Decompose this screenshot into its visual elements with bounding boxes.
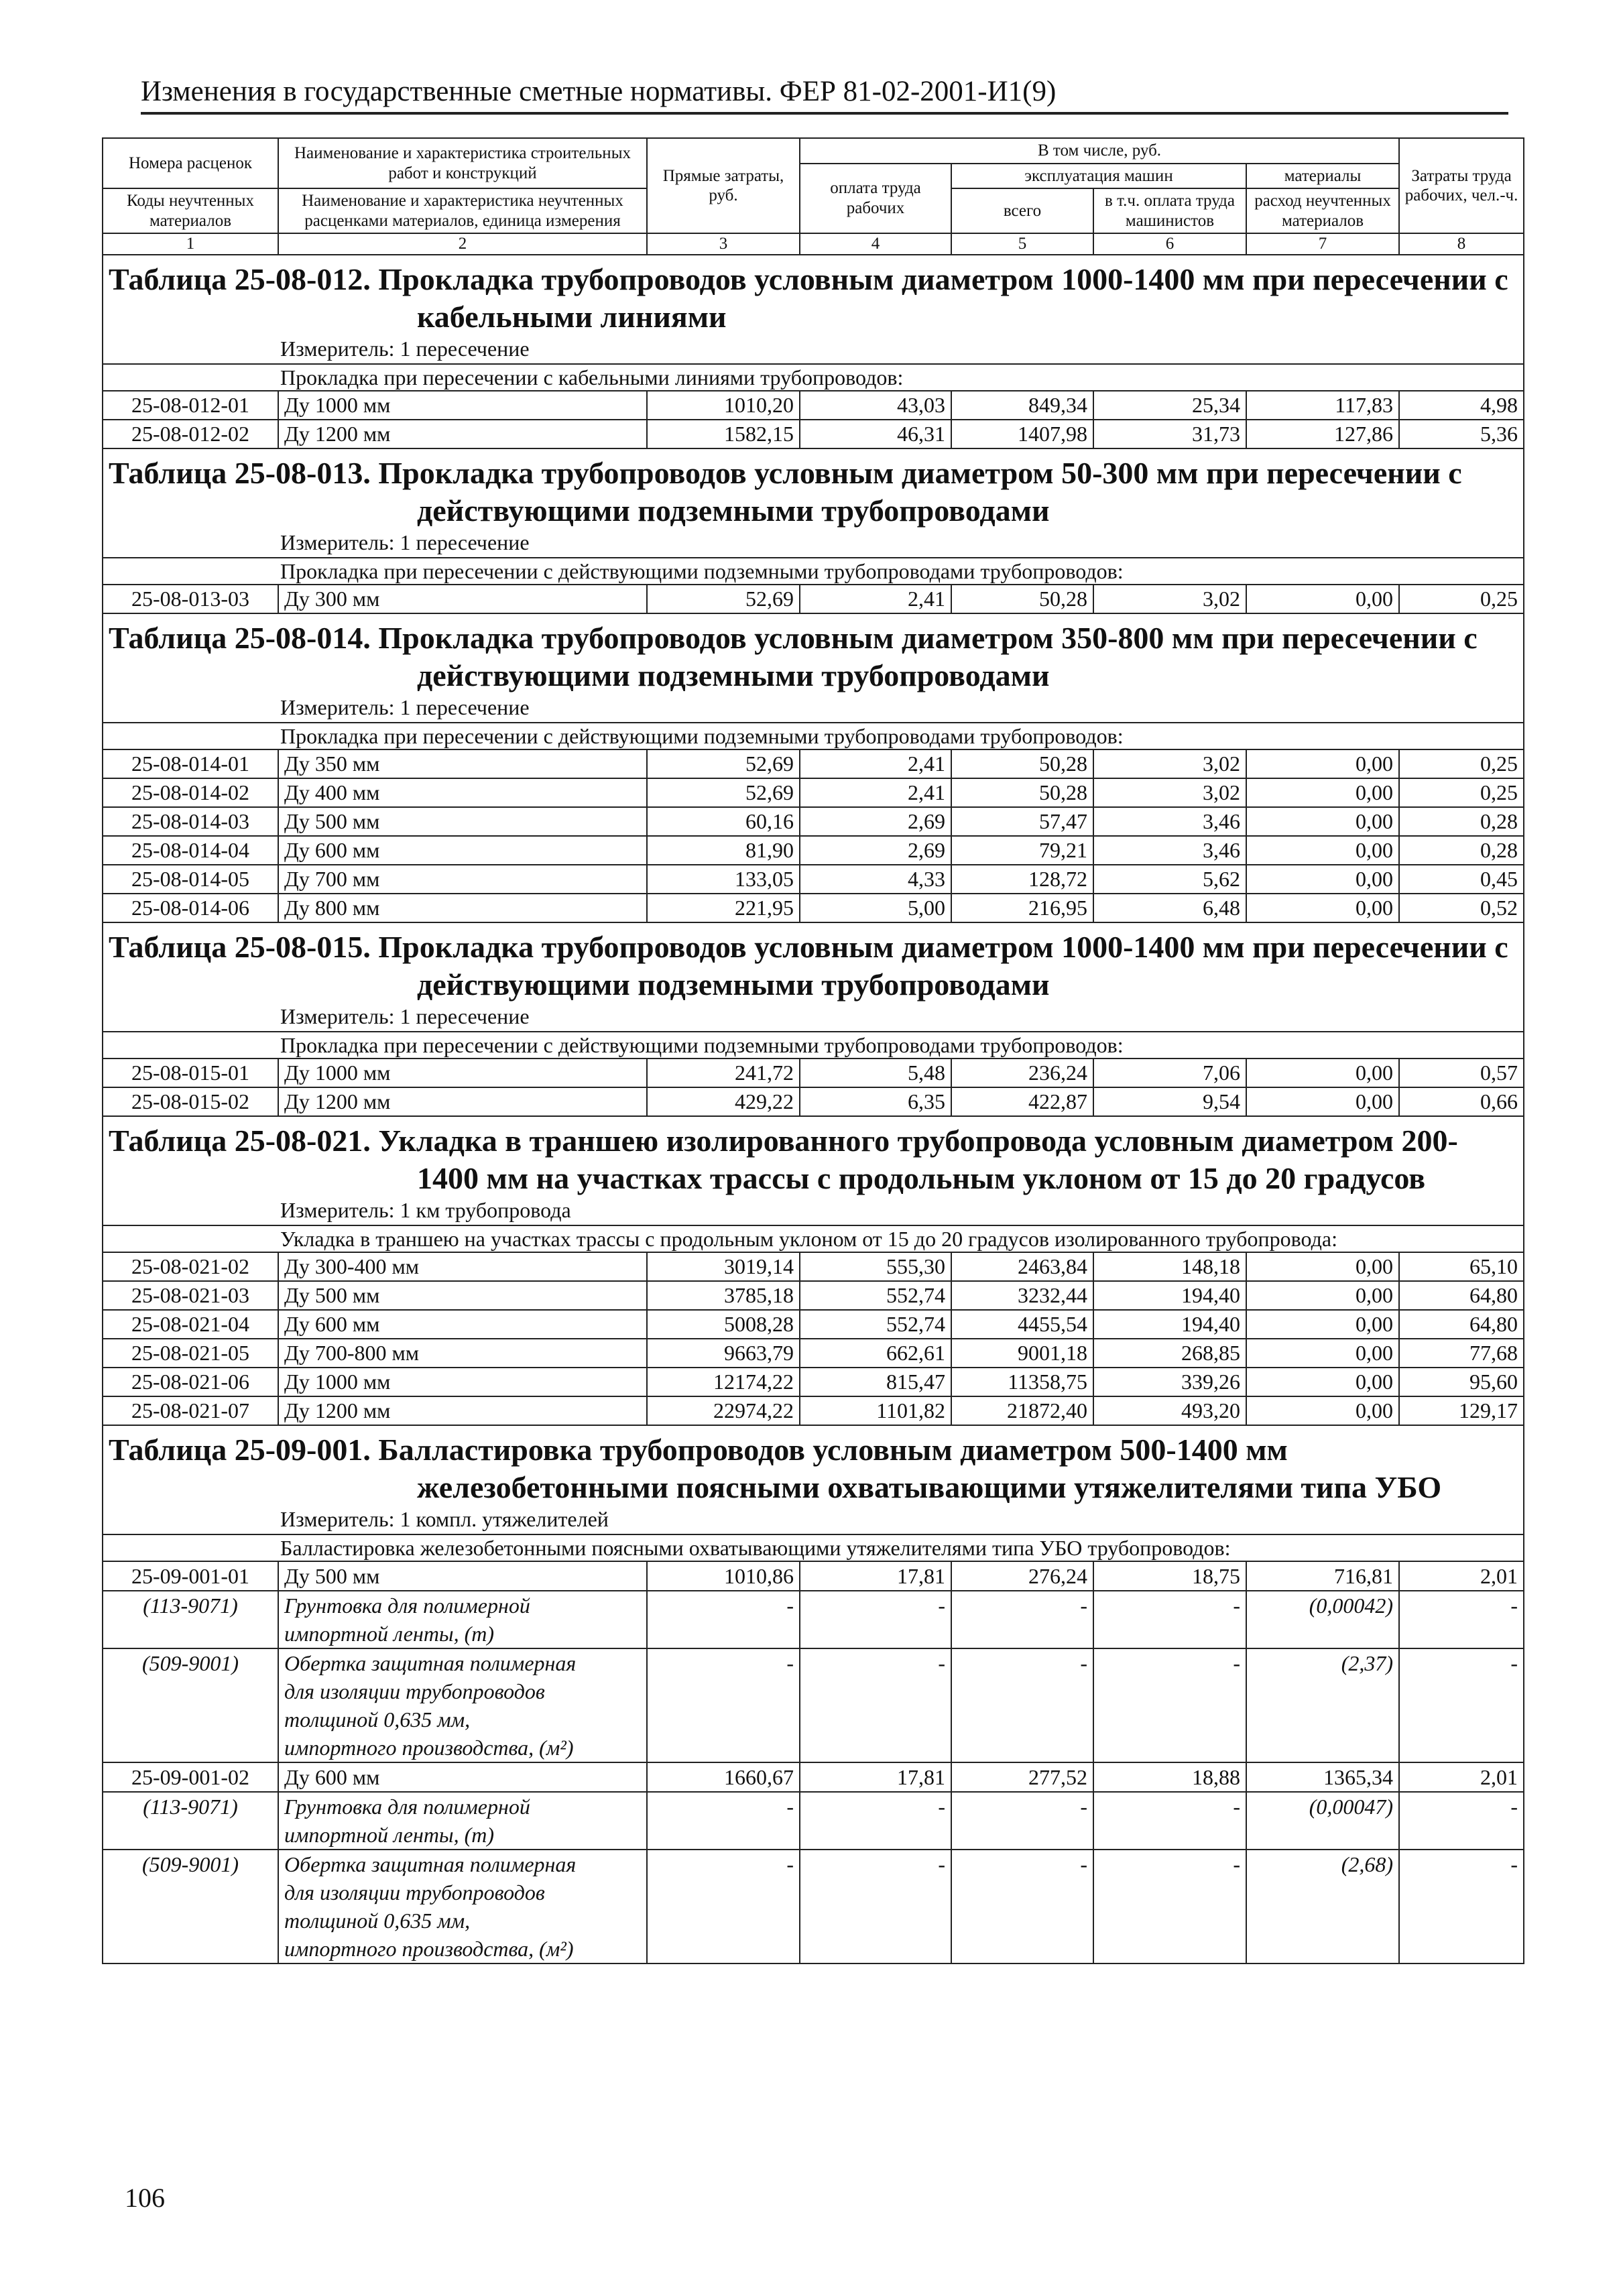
labor-pay: 17,81 [800,1561,951,1591]
machines-total: 216,95 [951,894,1093,922]
rate-code: 25-08-021-05 [103,1339,278,1368]
machines-total: 50,28 [951,749,1093,778]
material-code: (113-9071) [103,1591,278,1648]
material-name-line: Обертка защитная полимерная [284,1651,577,1675]
labor-hours: 2,01 [1399,1561,1524,1591]
machinists-pay: 9,54 [1093,1087,1246,1116]
work-description: Прокладка при пересечении с действующими подземными трубопроводами трубопроводов: [103,558,1524,585]
direct-costs: 52,69 [647,749,800,778]
work-name: Ду 1200 мм [278,1396,647,1425]
machinists-pay: 3,02 [1093,585,1246,613]
work-name: Ду 1000 мм [278,1059,647,1087]
materials-cost: 0,00 [1246,1368,1399,1396]
table-row [103,1396,1524,1425]
material-name-line: толщиной 0,635 мм, [284,1909,471,1933]
work-name: Ду 1200 мм [278,420,647,448]
material-name [278,1648,647,1762]
work-description: Балластировка железобетонными поясными охватывающими утяжелителями типа УБО трубопроводов: [103,1534,1524,1561]
labor-hours: - [1399,1792,1524,1850]
table-title-cell [103,922,1524,1004]
labor-hours: 77,68 [1399,1339,1524,1368]
table-row [103,836,1524,865]
table-title: Таблица 25-09-001. Балластировка трубопроводов условным диаметром 500-1400 мм железобетонными поясными охватывающими утяжелителями типа УБО [109,1433,1442,1505]
machinists-pay: - [1093,1792,1246,1850]
machines-total: - [951,1850,1093,1963]
work-name: Ду 500 мм [278,807,647,836]
material-name-line: импортной ленты, (т) [284,1622,495,1646]
measure-unit: Измеритель: 1 пересечение [103,336,1524,363]
labor-hours: 0,52 [1399,894,1524,922]
machines-total: 57,47 [951,807,1093,836]
machines-total: 277,52 [951,1762,1093,1792]
rate-code: 25-08-014-02 [103,778,278,807]
machinists-pay: 3,46 [1093,807,1246,836]
labor-hours: 0,28 [1399,807,1524,836]
rate-code: 25-08-021-02 [103,1252,278,1281]
table-row [103,1087,1524,1116]
table-row [103,1059,1524,1087]
col-num: 8 [1399,233,1524,255]
materials-cost: 0,00 [1246,778,1399,807]
material-row [103,1850,1524,1963]
labor-pay: 2,41 [800,778,951,807]
machinists-pay: 3,02 [1093,778,1246,807]
labor-pay: 5,48 [800,1059,951,1087]
work-description: Прокладка при пересечении с кабельными линиями трубопроводов: [103,364,1524,391]
labor-pay: 1101,82 [800,1396,951,1425]
machinists-pay: 493,20 [1093,1396,1246,1425]
machinists-pay: 5,62 [1093,865,1246,894]
rate-code: 25-08-014-06 [103,894,278,922]
machines-total: 1407,98 [951,420,1093,448]
materials-cost: 117,83 [1246,391,1399,420]
labor-hours: - [1399,1591,1524,1648]
direct-costs: 1582,15 [647,420,800,448]
table-row [103,807,1524,836]
labor-pay: - [800,1792,951,1850]
col-8: Затраты труда рабочих, чел.-ч. [1399,138,1524,233]
labor-hours: 0,66 [1399,1087,1524,1116]
table-row [103,1561,1524,1591]
table-row [103,1762,1524,1792]
materials-cost: 127,86 [1246,420,1399,448]
labor-pay: 815,47 [800,1368,951,1396]
col-num: 2 [278,233,647,255]
rate-code: 25-08-014-04 [103,836,278,865]
machines-total: 276,24 [951,1561,1093,1591]
materials-cost: 0,00 [1246,894,1399,922]
labor-hours: - [1399,1850,1524,1963]
materials-cost: 0,00 [1246,1310,1399,1339]
work-description: Укладка в траншею на участках трассы с продольным уклоном от 15 до 20 градусов изолированного трубопровода: [103,1225,1524,1252]
labor-hours: 0,28 [1399,836,1524,865]
labor-pay: 555,30 [800,1252,951,1281]
work-name: Ду 500 мм [278,1561,647,1591]
labor-hours: 5,36 [1399,420,1524,448]
col-materials: материалы [1246,164,1399,189]
col-num: 7 [1246,233,1399,255]
material-name-line: Грунтовка для полимерной [284,1593,530,1618]
machines-total: 50,28 [951,778,1093,807]
rate-code: 25-08-012-02 [103,420,278,448]
work-name: Ду 1200 мм [278,1087,647,1116]
rate-code: 25-08-014-01 [103,749,278,778]
material-name-line: импортного производства, (м²) [284,1937,574,1961]
machinists-pay: 194,40 [1093,1310,1246,1339]
work-name: Ду 1000 мм [278,1368,647,1396]
work-name: Ду 500 мм [278,1281,647,1310]
materials-cost: (0,00042) [1246,1591,1399,1648]
page-number: 106 [125,2183,165,2213]
labor-hours: 0,57 [1399,1059,1524,1087]
direct-costs: - [647,1850,800,1963]
direct-costs: 1660,67 [647,1762,800,1792]
machines-total: 422,87 [951,1087,1093,1116]
labor-hours: 4,98 [1399,391,1524,420]
labor-pay: 552,74 [800,1281,951,1310]
labor-pay: 552,74 [800,1310,951,1339]
col-6: в т.ч. оплата труда машинистов [1093,188,1246,233]
labor-pay: 4,33 [800,865,951,894]
col-3: Прямые затраты, руб. [647,138,800,233]
machinists-pay: - [1093,1850,1246,1963]
rate-code: 25-08-013-03 [103,585,278,613]
table-row [103,585,1524,613]
machinists-pay: 194,40 [1093,1281,1246,1310]
table-row [103,1310,1524,1339]
material-code: (113-9071) [103,1792,278,1850]
work-name: Ду 800 мм [278,894,647,922]
material-row [103,1792,1524,1850]
measure-unit: Измеритель: 1 пересечение [103,1004,1524,1031]
machines-total: - [951,1648,1093,1762]
labor-pay: 662,61 [800,1339,951,1368]
work-name: Ду 700-800 мм [278,1339,647,1368]
labor-hours: 0,25 [1399,778,1524,807]
machines-total: 236,24 [951,1059,1093,1087]
materials-cost: 0,00 [1246,1252,1399,1281]
machinists-pay: 268,85 [1093,1339,1246,1368]
machinists-pay: 31,73 [1093,420,1246,448]
materials-cost: 0,00 [1246,865,1399,894]
table-title-cell [103,613,1524,694]
materials-cost: 0,00 [1246,585,1399,613]
materials-cost: 0,00 [1246,749,1399,778]
measure-unit: Измеритель: 1 пересечение [103,694,1524,722]
col-2-top: Наименование и характеристика строительных работ и конструкций [278,138,647,188]
material-row [103,1648,1524,1762]
table-title-cell [103,1425,1524,1506]
table-title: Таблица 25-08-015. Прокладка трубопроводов условным диаметром 1000-1400 мм при пересечении с действующими подземными трубопроводами [109,930,1508,1002]
material-name-line: импортной ленты, (т) [284,1823,495,1847]
direct-costs: 3019,14 [647,1252,800,1281]
materials-cost: (2,68) [1246,1850,1399,1963]
col-num: 4 [800,233,951,255]
material-name [278,1792,647,1850]
direct-costs: 52,69 [647,778,800,807]
table-row [103,1281,1524,1310]
work-description: Прокладка при пересечении с действующими подземными трубопроводами трубопроводов: [103,1032,1524,1059]
machinists-pay: 339,26 [1093,1368,1246,1396]
materials-cost: 0,00 [1246,1059,1399,1087]
material-name [278,1591,647,1648]
direct-costs: - [647,1591,800,1648]
material-name-line: Обертка защитная полимерная [284,1852,577,1876]
table-row [103,778,1524,807]
rates-table [102,137,1524,1964]
page-title: Изменения в государственные сметные нормативы. ФЕР 81-02-2001-И1(9) [141,75,1508,115]
table-title-cell [103,448,1524,530]
material-name-line: Грунтовка для полимерной [284,1795,530,1819]
col-2-bottom: Наименование и характеристика неучтенных расценками материалов, единица измерения [278,188,647,233]
machinists-pay: 18,75 [1093,1561,1246,1591]
col-machines: эксплуатация машин [951,164,1246,189]
machines-total: 9001,18 [951,1339,1093,1368]
materials-cost: 716,81 [1246,1561,1399,1591]
materials-cost: 0,00 [1246,1281,1399,1310]
machines-total: 21872,40 [951,1396,1093,1425]
direct-costs: 1010,86 [647,1561,800,1591]
rate-code: 25-08-021-06 [103,1368,278,1396]
col-num: 1 [103,233,278,255]
table-body [103,255,1524,1963]
labor-pay: - [800,1591,951,1648]
labor-pay: - [800,1648,951,1762]
labor-pay: 5,00 [800,894,951,922]
labor-hours: 64,80 [1399,1281,1524,1310]
labor-pay: - [800,1850,951,1963]
col-num: 3 [647,233,800,255]
table-row [103,1339,1524,1368]
machinists-pay: 25,34 [1093,391,1246,420]
machinists-pay: 7,06 [1093,1059,1246,1087]
col-5: всего [951,188,1093,233]
table-row [103,420,1524,448]
rate-code: 25-08-021-07 [103,1396,278,1425]
labor-pay: 2,69 [800,807,951,836]
direct-costs: 221,95 [647,894,800,922]
col-7: расход неучтенных материалов [1246,188,1399,233]
labor-pay: 2,41 [800,749,951,778]
direct-costs: - [647,1792,800,1850]
direct-costs: 52,69 [647,585,800,613]
materials-cost: 1365,34 [1246,1762,1399,1792]
labor-pay: 6,35 [800,1087,951,1116]
work-name: Ду 350 мм [278,749,647,778]
materials-cost: 0,00 [1246,807,1399,836]
machines-total: - [951,1591,1093,1648]
rate-code: 25-09-001-02 [103,1762,278,1792]
table-row [103,749,1524,778]
work-description: Прокладка при пересечении с действующими подземными трубопроводами трубопроводов: [103,723,1524,749]
direct-costs: 429,22 [647,1087,800,1116]
material-name-line: импортного производства, (м²) [284,1736,574,1760]
direct-costs: 12174,22 [647,1368,800,1396]
rate-code: 25-08-021-04 [103,1310,278,1339]
machines-total: 849,34 [951,391,1093,420]
direct-costs: 22974,22 [647,1396,800,1425]
table-row [103,894,1524,922]
measure-unit: Измеритель: 1 компл. утяжелителей [103,1506,1524,1534]
material-name [278,1850,647,1963]
col-num: 6 [1093,233,1246,255]
measure-unit: Измеритель: 1 пересечение [103,530,1524,557]
table-row [103,865,1524,894]
machinists-pay: - [1093,1591,1246,1648]
materials-cost: 0,00 [1246,836,1399,865]
direct-costs: 3785,18 [647,1281,800,1310]
rate-code: 25-08-014-05 [103,865,278,894]
direct-costs: 1010,20 [647,391,800,420]
machines-total: - [951,1792,1093,1850]
table-title: Таблица 25-08-014. Прокладка трубопроводов условным диаметром 350-800 мм при пересечении с действующими подземными трубопроводами [109,621,1478,693]
column-numbers [103,233,1524,255]
direct-costs: 81,90 [647,836,800,865]
measure-unit: Измеритель: 1 км трубопровода [103,1197,1524,1225]
work-name: Ду 600 мм [278,836,647,865]
materials-cost: 0,00 [1246,1087,1399,1116]
table-row [103,1368,1524,1396]
rate-code: 25-08-014-03 [103,807,278,836]
col-1-top: Номера расценок [103,138,278,188]
machines-total: 3232,44 [951,1281,1093,1310]
machines-total: 4455,54 [951,1310,1093,1339]
labor-hours: 0,25 [1399,585,1524,613]
table-title: Таблица 25-08-012. Прокладка трубопроводов условным диаметром 1000-1400 мм при пересечении с кабельными линиями [109,262,1508,335]
material-name-line: для изоляции трубопроводов [284,1679,545,1703]
direct-costs: 133,05 [647,865,800,894]
direct-costs: 9663,79 [647,1339,800,1368]
work-name: Ду 1000 мм [278,391,647,420]
table-title: Таблица 25-08-021. Укладка в траншею изолированного трубопровода условным диаметром 200-1400 мм на участках трассы с продольным уклоном от 15 до 20 градусов [109,1124,1458,1196]
work-name: Ду 300-400 мм [278,1252,647,1281]
work-name: Ду 600 мм [278,1310,647,1339]
machinists-pay: 3,46 [1093,836,1246,865]
labor-pay: 46,31 [800,420,951,448]
table-title-cell [103,1116,1524,1197]
labor-hours: 129,17 [1399,1396,1524,1425]
labor-hours: 0,25 [1399,749,1524,778]
table-header [103,138,1524,255]
direct-costs: - [647,1648,800,1762]
rate-code: 25-08-021-03 [103,1281,278,1310]
material-row [103,1591,1524,1648]
col-group: В том числе, руб. [800,138,1399,164]
work-name: Ду 400 мм [278,778,647,807]
machinists-pay: - [1093,1648,1246,1762]
machinists-pay: 148,18 [1093,1252,1246,1281]
materials-cost: (2,37) [1246,1648,1399,1762]
machines-total: 50,28 [951,585,1093,613]
labor-pay: 2,69 [800,836,951,865]
table-title: Таблица 25-08-013. Прокладка трубопроводов условным диаметром 50-300 мм при пересечении с действующими подземными трубопроводами [109,456,1462,528]
direct-costs: 60,16 [647,807,800,836]
machinists-pay: 18,88 [1093,1762,1246,1792]
machinists-pay: 3,02 [1093,749,1246,778]
labor-hours: 64,80 [1399,1310,1524,1339]
materials-cost: (0,00047) [1246,1792,1399,1850]
materials-cost: 0,00 [1246,1339,1399,1368]
table-title-cell [103,255,1524,336]
table-row [103,1252,1524,1281]
materials-cost: 0,00 [1246,1396,1399,1425]
labor-pay: 2,41 [800,585,951,613]
col-4: оплата труда рабочих [800,164,951,234]
direct-costs: 5008,28 [647,1310,800,1339]
labor-hours: 65,10 [1399,1252,1524,1281]
work-name: Ду 700 мм [278,865,647,894]
rate-code: 25-08-015-01 [103,1059,278,1087]
machines-total: 2463,84 [951,1252,1093,1281]
labor-hours: 95,60 [1399,1368,1524,1396]
labor-pay: 43,03 [800,391,951,420]
machines-total: 11358,75 [951,1368,1093,1396]
machines-total: 128,72 [951,865,1093,894]
direct-costs: 241,72 [647,1059,800,1087]
machinists-pay: 6,48 [1093,894,1246,922]
labor-hours: 2,01 [1399,1762,1524,1792]
col-1-bottom: Коды неучтенных материалов [103,188,278,233]
col-num: 5 [951,233,1093,255]
work-name: Ду 600 мм [278,1762,647,1792]
material-name-line: толщиной 0,635 мм, [284,1707,471,1732]
rate-code: 25-08-012-01 [103,391,278,420]
machines-total: 79,21 [951,836,1093,865]
table-row [103,391,1524,420]
work-name: Ду 300 мм [278,585,647,613]
material-code: (509-9001) [103,1648,278,1762]
material-code: (509-9001) [103,1850,278,1963]
labor-hours: - [1399,1648,1524,1762]
rate-code: 25-09-001-01 [103,1561,278,1591]
material-name-line: для изоляции трубопроводов [284,1880,545,1905]
labor-hours: 0,45 [1399,865,1524,894]
labor-pay: 17,81 [800,1762,951,1792]
rate-code: 25-08-015-02 [103,1087,278,1116]
